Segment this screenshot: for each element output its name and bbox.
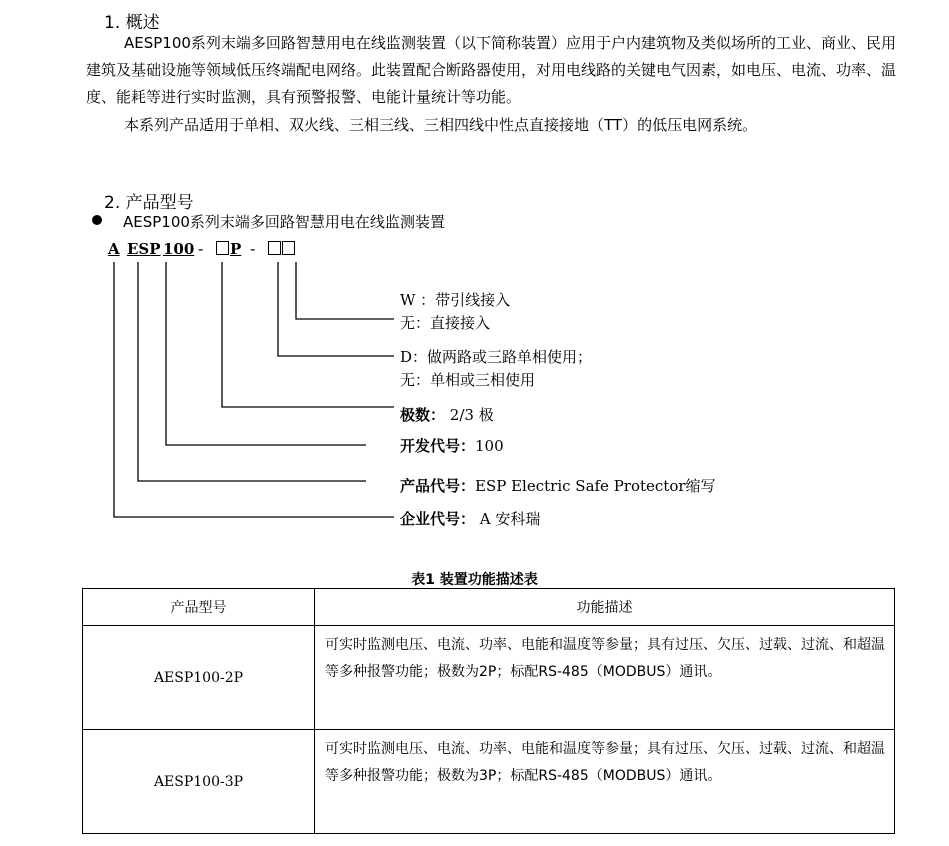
- section1-paragraph-2: 本系列产品适用于单相、双火线、三相三线、三相四线中性点直接接地（TT）的低压电网系统。: [124, 116, 758, 134]
- code-a: A: [108, 240, 120, 258]
- function-table: [82, 588, 895, 834]
- section1-title: 1. 概述: [104, 13, 160, 33]
- table-row: [83, 730, 895, 834]
- legend-poles: [400, 404, 494, 425]
- section1-paragraph-1: AESP100系列末端多回路智慧用电在线监测装置（以下简称装置）应用于户内建筑物及类似场所的工业、商业、民用建筑及基础设施等领域低压终端配电网络。此装置配合断路器使用，对用电线路的关键电气因素，如电压、电流、功率、温度、能耗等进行实时监测，具有预警报警、电能计量统计等功能。: [86, 34, 897, 106]
- header-model: 产品型号: [83, 589, 315, 626]
- legend-prod-label: 产品代号：: [400, 477, 476, 495]
- row-desc: 可实时监测电压、电流、功率、电能和温度等参量；具有过压、欠压、过载、过流、和超温等多种报警功能；极数为3P；标配RS-485（MODBUS）通讯。: [315, 730, 895, 834]
- legend-w: W ：带引线接入: [400, 291, 511, 309]
- legend-wu-direct: 无：直接接入: [400, 314, 491, 332]
- legend-dev-value: 100: [475, 437, 504, 455]
- code-dash-1: -: [198, 240, 204, 258]
- table-row: [83, 626, 895, 730]
- legend-ent-code: [400, 508, 540, 529]
- row-model: AESP100-2P: [83, 626, 315, 730]
- legend-dev-code: [400, 435, 504, 456]
- code-100: 100: [163, 240, 195, 258]
- row-desc: 可实时监测电压、电流、功率、电能和温度等参量；具有过压、欠压、过载、过流、和超温等多种报警功能；极数为2P；标配RS-485（MODBUS）通讯。: [315, 626, 895, 730]
- row-model: AESP100-3P: [83, 730, 315, 834]
- code-dash-2: -: [250, 240, 256, 258]
- section2-title: 2. 产品型号: [104, 193, 194, 213]
- leader-line-poles: [222, 262, 394, 407]
- bullet-text: AESP100系列末端多回路智慧用电在线监测装置: [123, 213, 445, 231]
- legend-dev-label: 开发代号：: [400, 437, 476, 455]
- header-desc: 功能描述: [315, 589, 895, 626]
- legend-poles-label: 极数：: [400, 406, 446, 424]
- table-header-row: [83, 589, 895, 626]
- legend-wu-single: 无：单相或三相使用: [400, 371, 536, 389]
- leader-line-dev: [166, 262, 366, 445]
- code-esp: ESP: [127, 240, 161, 258]
- leader-line-ent: [114, 262, 394, 517]
- legend-d: D：做两路或三路单相使用；: [400, 348, 593, 366]
- leader-line-w: [296, 262, 394, 319]
- legend-ent-label: 企业代号：: [400, 510, 476, 528]
- legend-prod-value: ESP Electric Safe Protector缩写: [475, 477, 716, 495]
- legend-prod-code: [400, 475, 716, 496]
- table-caption: 表1 装置功能描述表: [411, 572, 538, 588]
- legend-poles-value: 2/3 极: [445, 406, 494, 424]
- leader-line-prod: [138, 262, 366, 481]
- legend-ent-value: A 安科瑞: [475, 510, 541, 528]
- code-p: P: [230, 240, 242, 258]
